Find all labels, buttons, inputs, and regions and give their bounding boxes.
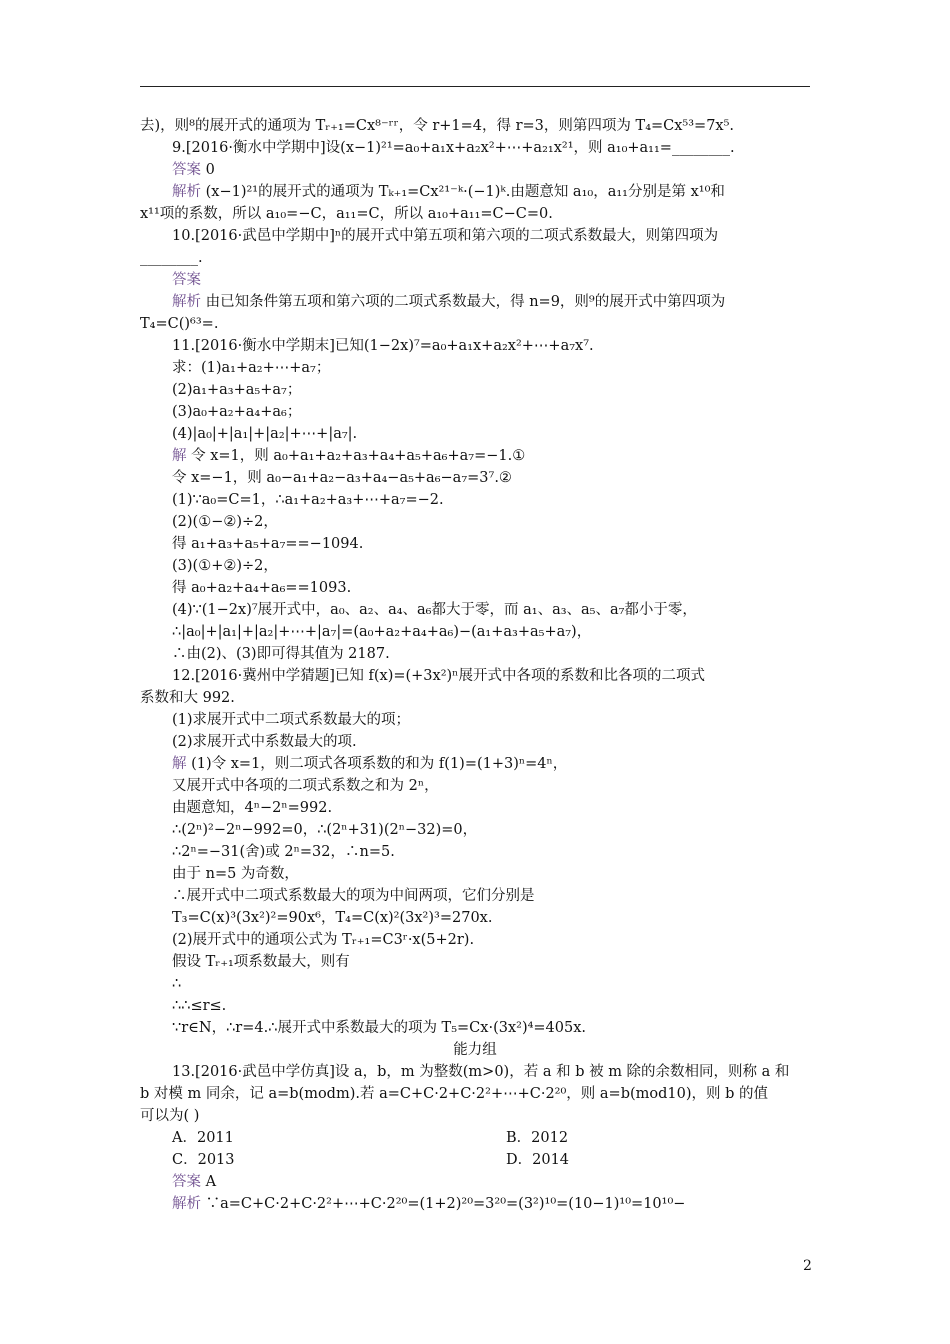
- text-line: [140, 137, 810, 159]
- line-text: 系数和大 992.: [140, 690, 235, 706]
- text-line: [140, 555, 810, 577]
- line-text: (1)∵a₀=C=1，∴a₁+a₂+a₃+⋯+a₇=−2.: [172, 492, 444, 508]
- text-line: [140, 1061, 810, 1083]
- text-line: [140, 973, 810, 995]
- line-text: (2)展开式中的通项公式为 Tᵣ₊₁=C3ʳ·x(5+2r).: [172, 932, 475, 948]
- choice-option: A．2011: [172, 1130, 234, 1146]
- text-line: [140, 885, 810, 907]
- line-text: 得 a₀+a₂+a₄+a₆==1093.: [172, 580, 352, 596]
- text-line: [140, 291, 810, 313]
- line-text: (2)求展开式中系数最大的项.: [172, 734, 357, 750]
- text-line: [140, 819, 810, 841]
- text-line: [140, 951, 810, 973]
- line-text: ∴(2ⁿ)²−2ⁿ−992=0，∴(2ⁿ+31)(2ⁿ−32)=0，: [172, 822, 478, 838]
- text-line: [140, 621, 810, 643]
- text-line: [140, 731, 810, 753]
- text-line: [140, 1017, 810, 1039]
- line-text: x¹¹项的系数，所以 a₁₀=−C，a₁₁=C，所以 a₁₀+a₁₁=C−C=0.: [140, 206, 553, 222]
- text-line: [140, 907, 810, 929]
- choice-option: B．2012: [506, 1130, 569, 1146]
- line-text: (4)∵(1−2x)⁷展开式中，a₀、a₂、a₄、a₆都大于零，而 a₁、a₃、a₅、a₇都小于零，: [172, 602, 697, 618]
- line-text: 10.[2016·武邑中学期中]ⁿ的展开式中第五项和第六项的二项式系数最大，则第四项为: [172, 228, 719, 244]
- text-line: [140, 511, 810, 533]
- label-tag: 答案: [172, 162, 201, 178]
- line-text: T₃=C(x)³(3x²)²=90x⁶，T₄=C(x)²(3x²)³=270x.: [172, 910, 493, 926]
- text-line: [140, 115, 810, 137]
- text-line: [140, 203, 810, 225]
- text-line: [140, 775, 810, 797]
- line-text: T₄=C()⁶³=.: [140, 316, 219, 332]
- line-text: ∴2ⁿ=−31(舍)或 2ⁿ=32，∴n=5.: [172, 844, 395, 860]
- label-tag: 解析: [172, 294, 201, 310]
- text-line: [140, 467, 810, 489]
- line-text: ∵r∈N，∴r=4.∴展开式中系数最大的项为 T₅=Cx·(3x²)⁴=405x.: [172, 1020, 587, 1036]
- text-line: [140, 423, 810, 445]
- text-line: [140, 225, 810, 247]
- line-text: 令 x=1，则 a₀+a₁+a₂+a₃+a₄+a₅+a₆+a₇=−1.①: [186, 448, 526, 464]
- label-tag: 答案: [172, 1174, 201, 1190]
- text-line: [140, 313, 810, 335]
- line-text: 由于 n=5 为奇数，: [172, 866, 299, 882]
- line-text: 11.[2016·衡水中学期末]已知(1−2x)⁷=a₀+a₁x+a₂x²+⋯+a₇x⁷.: [172, 338, 594, 354]
- line-text: (4)|a₀|+|a₁|+|a₂|+⋯+|a₇|.: [172, 426, 358, 442]
- line-text: 得 a₁+a₃+a₅+a₇==−1094.: [172, 536, 364, 552]
- line-text: (2)a₁+a₃+a₅+a₇；: [172, 382, 302, 398]
- line-text: A: [201, 1174, 217, 1190]
- text-line: [140, 181, 810, 203]
- line-text: 9.[2016·衡水中学期中]设(x−1)²¹=a₀+a₁x+a₂x²+⋯+a₂₁x²¹，则 a₁₀+a₁₁=________.: [172, 140, 735, 156]
- header-rule: [140, 86, 810, 87]
- text-line: [140, 269, 810, 291]
- text-line: [140, 1171, 810, 1193]
- choice-option: D．2014: [506, 1152, 570, 1168]
- page-number: 2: [803, 1258, 812, 1274]
- line-text: 由题意知，4ⁿ−2ⁿ=992.: [172, 800, 333, 816]
- text-line: [140, 841, 810, 863]
- line-text: 假设 Tᵣ₊₁项系数最大，则有: [172, 954, 350, 970]
- text-line: [140, 1105, 810, 1127]
- line-text: ∴展开式中二项式系数最大的项为中间两项，它们分别是: [172, 888, 535, 904]
- line-text: 能力组: [453, 1042, 497, 1058]
- line-text: (3)(①+②)÷2，: [172, 558, 278, 574]
- text-line: [140, 445, 810, 467]
- line-text: ∴∴≤r≤.: [172, 998, 227, 1014]
- text-line: [140, 1083, 810, 1105]
- text-line: [140, 577, 810, 599]
- label-tag: 答案: [172, 272, 201, 288]
- text-line: [140, 797, 810, 819]
- choice-options-row: [140, 1149, 810, 1171]
- line-text: ∴由(2)、(3)即可得其值为 2187.: [172, 646, 390, 662]
- choice-options-row: [140, 1127, 810, 1149]
- line-text: (2)(①−②)÷2，: [172, 514, 278, 530]
- line-text: 又展开式中各项的二项式系数之和为 2ⁿ，: [172, 778, 439, 794]
- line-text: 13.[2016·武邑中学仿真]设 a，b，m 为整数(m>0)，若 a 和 b 被 m 除的余数相同，则称 a 和: [172, 1064, 790, 1080]
- text-line: [140, 687, 810, 709]
- line-text: 12.[2016·冀州中学猜题]已知 f(x)=(+3x²)ⁿ展开式中各项的系数和比各项的二项式: [172, 668, 705, 684]
- line-text: (1)求展开式中二项式系数最大的项；: [172, 712, 411, 728]
- document-body: [140, 115, 810, 1215]
- text-line: [140, 665, 810, 687]
- text-line: [140, 357, 810, 379]
- text-line: [140, 401, 810, 423]
- text-line: [140, 599, 810, 621]
- label-tag: 解: [172, 448, 187, 464]
- line-text: 令 x=−1，则 a₀−a₁+a₂−a₃+a₄−a₅+a₆−a₇=3⁷.②: [172, 470, 512, 486]
- text-line: [140, 753, 810, 775]
- line-text: 去)，则⁸的展开式的通项为 Tᵣ₊₁=Cx⁸⁻ʳʳ，令 r+1=4，得 r=3，则第四项为 T₄=Cx⁵³=7x⁵.: [140, 118, 735, 134]
- text-line: [140, 159, 810, 181]
- text-line: [140, 643, 810, 665]
- section-heading: [140, 1039, 810, 1061]
- line-text: ________.: [140, 250, 203, 266]
- line-text: 0: [201, 162, 215, 178]
- text-line: [140, 863, 810, 885]
- label-tag: 解析: [172, 184, 201, 200]
- choice-option: C．2013: [172, 1152, 235, 1168]
- text-line: [140, 379, 810, 401]
- text-line: [140, 1193, 810, 1215]
- text-line: [140, 709, 810, 731]
- line-text: (1)令 x=1，则二项式各项系数的和为 f(1)=(1+3)ⁿ=4ⁿ，: [186, 756, 568, 772]
- text-line: [140, 335, 810, 357]
- line-text: 求：(1)a₁+a₂+⋯+a₇；: [172, 360, 331, 376]
- line-text: (x−1)²¹的展开式的通项为 Tₖ₊₁=Cx²¹⁻ᵏ·(−1)ᵏ.由题意知 a₁₀，a₁₁分别是第 x¹⁰和: [201, 184, 725, 200]
- line-text: ∴|a₀|+|a₁|+|a₂|+⋯+|a₇|=(a₀+a₂+a₄+a₆)−(a₁+a₃+a₅+a₇)，: [172, 624, 592, 640]
- text-line: [140, 247, 810, 269]
- text-line: [140, 489, 810, 511]
- line-text: ∵a=C+C·2+C·2²+⋯+C·2²⁰=(1+2)²⁰=3²⁰=(3²)¹⁰=(10−1)¹⁰=10¹⁰−: [201, 1196, 686, 1212]
- line-text: 可以为( ): [140, 1108, 200, 1124]
- line-text: 由已知条件第五项和第六项的二项式系数最大，得 n=9，则⁹的展开式中第四项为: [201, 294, 726, 310]
- text-line: [140, 533, 810, 555]
- line-text: (3)a₀+a₂+a₄+a₆；: [172, 404, 302, 420]
- text-line: [140, 995, 810, 1017]
- line-text: ∴: [172, 976, 182, 992]
- text-line: [140, 929, 810, 951]
- label-tag: 解: [172, 756, 187, 772]
- label-tag: 解析: [172, 1196, 201, 1212]
- line-text: b 对模 m 同余，记 a=b(modm).若 a=C+C·2+C·2²+⋯+C·2²⁰，则 a=b(mod10)，则 b 的值: [140, 1086, 769, 1102]
